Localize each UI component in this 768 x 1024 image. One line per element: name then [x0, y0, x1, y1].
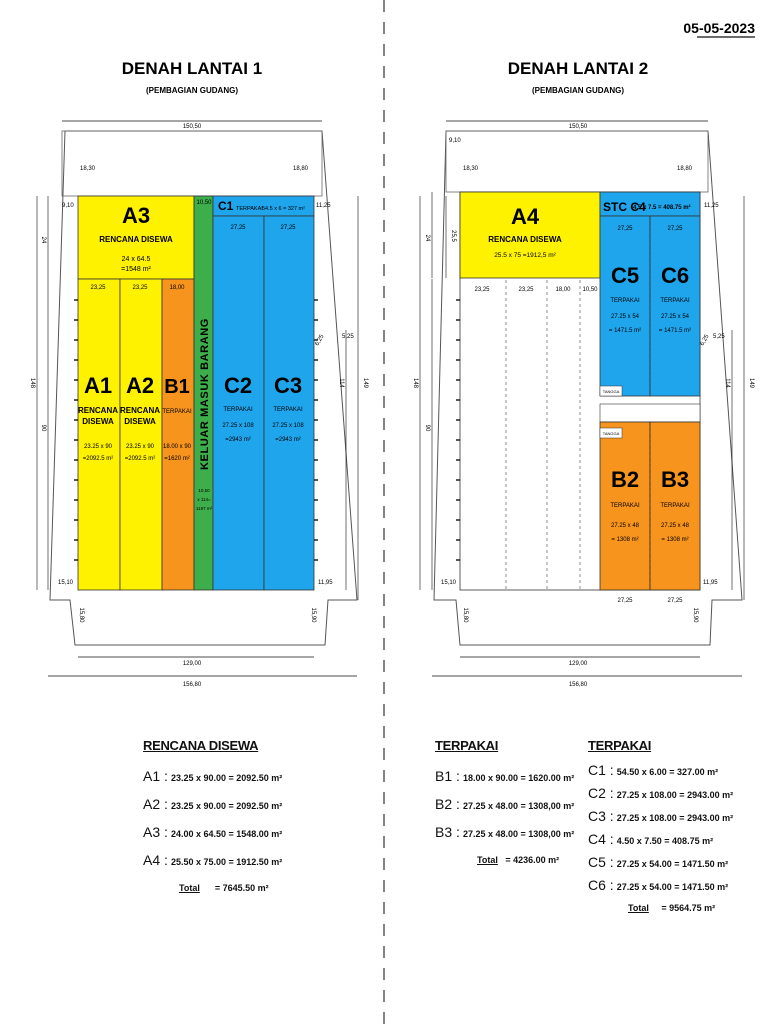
floor2-dim-top: 150,50: [568, 124, 588, 130]
a1-area: =2092.5 m²: [82, 456, 114, 462]
c2-width: 27,25: [230, 225, 246, 231]
c3-width: 27,25: [280, 225, 296, 231]
b2-status: TERPAKAI: [610, 503, 640, 509]
a2-area: =2092.5 m²: [124, 456, 156, 462]
floor2-dim-diag2: 5,25: [713, 334, 725, 340]
summary-terpakai-c-total: Total = 9564.75 m²: [628, 903, 716, 913]
b1-code: B1: [164, 376, 190, 398]
floor2-dim-left-total: 148: [412, 377, 418, 389]
b1-dim: 18.00 x 90: [162, 444, 192, 450]
summary-terpakai-c: [588, 738, 758, 913]
b2-dim: 27.25 x 48: [610, 523, 640, 529]
c5-dim: 27.25 x 54: [610, 314, 640, 320]
floor1-dim-right-total2: 114: [338, 378, 344, 388]
unit-b1: [162, 279, 194, 590]
a2-status1: RENCANA: [120, 406, 160, 415]
floor2-width-3: 18,00: [555, 287, 571, 293]
b3-status: TERPAKAI: [660, 503, 690, 509]
summary-terpakai-c-row: C2 : 27.25 x 108.00 = 2943.00 m²: [588, 785, 734, 801]
floor1-title: DENAH LANTAI 1: [121, 59, 263, 78]
a3-area: =1548 m²: [121, 266, 151, 273]
c3-code: C3: [273, 373, 303, 398]
c6-dim: 27.25 x 54: [660, 314, 690, 320]
summary-rencana-row: A2 : 23.25 x 90.00 = 2092.50 m²: [143, 796, 283, 812]
summary-terpakai-c-row: C6 : 27.25 x 54.00 = 1471.50 m²: [588, 877, 729, 893]
floor2-subtitle: (PEMBAGIAN GUDANG): [532, 86, 624, 95]
floor1-dim-bottom-inner: 129,00: [182, 661, 202, 667]
floor2-dim-inner-top-left: 18,30: [463, 166, 479, 172]
floor1-dim-bottom-right: 11,95: [318, 580, 333, 586]
c1-status: TERPAKAI: [236, 206, 263, 212]
c3-dim: 27.25 x 108: [272, 423, 304, 429]
c3-status: TERPAKAI: [273, 407, 303, 413]
a2-code: A2: [125, 373, 155, 398]
floor2-title: DENAH LANTAI 2: [507, 59, 649, 78]
floor1-dim-right-total: 149: [362, 377, 368, 389]
c2-status: TERPAKAI: [223, 407, 253, 413]
b2-area: = 1308 m²: [611, 537, 639, 543]
c1-dim: 54.5 x 6 = 327 m²: [262, 206, 305, 212]
floor1-dim-left-a: 24: [40, 236, 46, 244]
summary-rencana-row: A3 : 24.00 x 64.50 = 1548.00 m²: [143, 824, 283, 840]
floor2-dim-bottom-total: 156,80: [568, 682, 588, 688]
summary-rencana-total: Total = 7645.50 m²: [179, 883, 269, 893]
floor1-dim-left-total: 148: [29, 377, 35, 389]
corridor-note-c: 1197 m²: [195, 506, 213, 511]
c6-code: C6: [660, 263, 690, 288]
a4-dim: 25.5 x 75 =1912,5 m²: [494, 252, 556, 259]
corridor-note-a: 10,50: [198, 488, 210, 493]
unit-c2: [213, 216, 264, 590]
corridor-label: KELUAR MASUK BARANG: [199, 318, 211, 470]
a2-status2: DISEWA: [124, 417, 156, 426]
floor2-width-2: 23,25: [518, 287, 534, 293]
a2-dim: 23.25 x 90: [125, 444, 155, 450]
unit-a2: [120, 279, 162, 590]
a3-code: A3: [121, 203, 151, 228]
summary-rencana-row: A1 : 23.25 x 90.00 = 2092.50 m²: [143, 768, 283, 784]
corridor-note-b: x 114=: [197, 497, 211, 502]
floor2-dim-bottom-left: 15,10: [441, 580, 457, 586]
floor2-dim-left-b: 90: [424, 424, 430, 432]
a3-status: RENCANA DISEWA: [99, 235, 173, 244]
a2-width: 23,25: [132, 285, 148, 291]
floor2-dim-bottom-right: 11,95: [703, 580, 718, 586]
floor2-dim-right-total: 149: [748, 377, 754, 389]
floor1-dim-inner-top-left: 18,30: [80, 166, 96, 172]
floor1-dim-right-upper: 11,25: [316, 203, 331, 209]
a1-dim: 23.25 x 90: [83, 444, 113, 450]
unit-c6: [650, 216, 700, 396]
floor1-dim-left-b: 90: [40, 424, 46, 432]
a1-status1: RENCANA: [78, 406, 118, 415]
floor2-dim-inner-top-right: 18,80: [676, 166, 692, 172]
summary-terpakai-b-total: Total = 4236.00 m²: [477, 855, 560, 865]
b1-width: 18,00: [169, 285, 185, 291]
a4-status: RENCANA DISEWA: [488, 235, 562, 244]
b3-code: B3: [660, 467, 690, 492]
summary-terpakai-c-row: C5 : 27.25 x 54.00 = 1471.50 m²: [588, 854, 729, 870]
corridor-width: 10,50: [196, 200, 212, 206]
summary-terpakai-b-row: B3 : 27.25 x 48.00 = 1308,00 m²: [435, 824, 575, 840]
floor1-dim-top: 150,50: [182, 124, 202, 130]
stair-1-label: TANGGA: [602, 389, 620, 394]
floor1-subtitle: (PEMBAGIAN GUDANG): [146, 86, 238, 95]
a1-width: 23,25: [90, 285, 106, 291]
c2-code: C2: [223, 373, 253, 398]
summary-terpakai-c-heading: TERPAKAI: [588, 738, 652, 753]
c4-code: STC C4: [603, 200, 646, 214]
summary-terpakai-c-row: C4 : 4.50 x 7.50 = 408.75 m²: [588, 831, 714, 847]
floor1-dim-diag1: 6,25: [314, 333, 326, 347]
floor2-width-1: 23,25: [474, 287, 490, 293]
a1-code: A1: [83, 373, 113, 398]
c6-area: = 1471.5 m²: [658, 328, 692, 334]
floor2-dim-left-upper: 9,10: [449, 138, 461, 144]
floor2-dim-right-total2: 114: [724, 378, 730, 388]
date-label: 05-05-2023: [683, 20, 755, 36]
summary-terpakai-c-row: C1 : 54.50 x 6.00 = 327.00 m²: [588, 762, 719, 778]
a1-status2: DISEWA: [82, 417, 114, 426]
floor2-plan: [412, 59, 754, 688]
c4-dim: 4.5 x 7.5 = 408.75 m²: [633, 205, 691, 211]
c2-area: =2943 m²: [225, 437, 251, 443]
stair-2-label: TANGGA: [602, 431, 620, 436]
summary-rencana-heading: RENCANA DISEWA: [143, 738, 259, 753]
summary-terpakai-b-row: B1 : 18.00 x 90.00 = 1620.00 m²: [435, 768, 575, 784]
summary-rencana-row: A4 : 25.50 x 75.00 = 1912.50 m²: [143, 852, 283, 868]
floor1-dim-inner-top-right: 18,80: [292, 166, 308, 172]
b3-area: = 1308 m²: [661, 537, 689, 543]
floor2-width-4: 10,50: [582, 287, 598, 293]
floor1-dim-bottom-total: 156,80: [182, 682, 202, 688]
summary-terpakai-b-row: B2 : 27.25 x 48.00 = 1308,00 m²: [435, 796, 575, 812]
b3-dim: 27.25 x 48: [660, 523, 690, 529]
a4-code: A4: [510, 204, 540, 229]
c1-code: C1: [218, 199, 234, 213]
c2-dim: 27.25 x 108: [222, 423, 254, 429]
b3-width: 27,25: [667, 598, 683, 604]
floor1-dim-bottom-left: 15,10: [58, 580, 74, 586]
floor2-dim-diag1: 6,25: [699, 333, 711, 347]
summary-terpakai-b: [435, 738, 585, 865]
summary-terpakai-c-row: C3 : 27.25 x 108.00 = 2943.00 m²: [588, 808, 734, 824]
summary-terpakai-b-heading: TERPAKAI: [435, 738, 499, 753]
a3-dim: 24 x 64.5: [121, 256, 151, 263]
c5-area: = 1471.5 m²: [608, 328, 642, 334]
floor2-dim-right-upper: 11,25: [704, 203, 719, 209]
floor1-dim-diag2: 5,25: [342, 334, 354, 340]
c6-status: TERPAKAI: [660, 298, 690, 304]
unit-a1: [78, 279, 120, 590]
floor2-dim-left-a2: 25,5: [450, 230, 456, 242]
floor1-dim-bot-vert-right: 15,90: [310, 607, 316, 623]
unit-c5: [600, 216, 650, 396]
summary-rencana: [143, 738, 343, 893]
floor2-dim-bot-vert-left: 15,80: [462, 607, 468, 623]
floor1-dim-left-upper: 9,10: [62, 203, 74, 209]
floor2-dim-bot-vert-right: 15,90: [692, 607, 698, 623]
floor1-dim-bot-vert-left: 15,80: [78, 607, 84, 623]
b1-area: =1620 m²: [164, 456, 190, 462]
c6-width: 27,25: [667, 226, 683, 232]
b2-code: B2: [610, 467, 640, 492]
b1-status: TERPAKAI: [162, 409, 192, 415]
b2-width: 27,25: [617, 598, 633, 604]
floor2-dim-left-a: 24: [424, 234, 430, 242]
c5-status: TERPAKAI: [610, 298, 640, 304]
c5-code: C5: [610, 263, 640, 288]
c5-width: 27,25: [617, 226, 633, 232]
c3-area: =2943 m²: [275, 437, 301, 443]
unit-c3: [264, 216, 314, 590]
floor1-plan: [29, 59, 368, 688]
floor2-dim-bottom-inner: 129,00: [568, 661, 588, 667]
